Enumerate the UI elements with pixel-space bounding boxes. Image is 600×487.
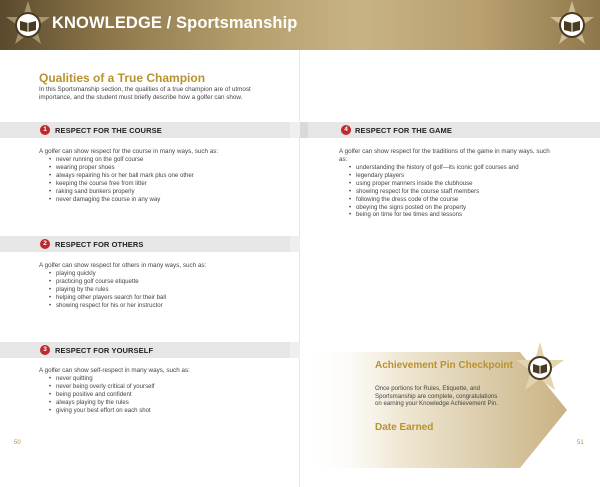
intro-title: Qualities of a True Champion [39,71,206,85]
section-number-badge: 3 [40,345,50,355]
list-item: • being positive and confident [49,391,155,399]
list-item: • showing respect for the course staff members [349,188,519,196]
list-item: • always repairing his or her ball mark plus one other [49,172,194,180]
page-number-right: 51 [577,440,584,446]
bullet-list-game [349,164,519,219]
list-item: • never running on the golf course [49,156,194,164]
page-header [0,0,600,50]
section-number-badge: 2 [40,239,50,249]
page-title: KNOWLEDGE / Sportsmanship [52,14,298,32]
section-number-badge: 4 [341,125,351,135]
section-bar-end [290,236,300,252]
section-bar-game [300,122,600,138]
list-item: • never quitting [49,375,155,383]
list-item: • playing quickly [49,270,166,278]
list-item: • practicing golf course etiquette [49,278,166,286]
list-item: • keeping the course free from litter [49,180,194,188]
section-bar-end [290,342,300,358]
section-number-badge: 1 [40,125,50,135]
bullet-list-others [49,270,166,310]
list-item: • always playing by the rules [49,399,155,407]
list-item: • never damaging the course in any way [49,196,194,204]
section-lead-course: A golfer can show respect for the course in many ways, such as: [39,148,219,155]
section-title-yourself: RESPECT FOR YOURSELF [55,345,154,355]
star-book-icon [546,0,598,51]
section-title-course: RESPECT FOR THE COURSE [55,125,162,135]
list-item: • using proper manners inside the clubhouse [349,180,519,188]
list-item: • wearing proper shoes [49,164,194,172]
date-earned-label: Date Earned [375,422,434,433]
page-gutter [299,50,300,487]
list-item: • obeying the signs posted on the property [349,204,519,212]
section-lead-others: A golfer can show respect for others in many ways, such as: [39,262,207,269]
list-item: • following the dress code of the course [349,196,519,204]
star-book-icon [2,0,54,51]
pin-checkpoint-text: Once portions for Rules, Etiquette, and Sportsmanship are complete, congratulations on earning your Knowledge Achievement Pin. [375,385,498,408]
pin-checkpoint-title: Achievement Pin Checkpoint [375,360,513,371]
list-item: • giving your best effort on each shot [49,407,155,415]
bullet-list-yourself [49,375,155,415]
page-number-left: 50 [14,440,21,446]
bullet-list-course [49,156,194,203]
section-bar-others [0,236,300,252]
section-bar-course [0,122,300,138]
section-title-others: RESPECT FOR OTHERS [55,239,144,249]
list-item: • showing respect for his or her instructor [49,302,166,310]
list-item: • never being overly critical of yourself [49,383,155,391]
section-bar-end [290,122,300,138]
list-item: • legendary players [349,172,519,180]
section-bar-yourself [0,342,300,358]
list-item: • understanding the history of golf—its iconic golf courses and [349,164,519,172]
list-item: • raking sand bunkers properly [49,188,194,196]
section-bar-start [300,122,308,138]
section-lead-yourself: A golfer can show self-respect in many ways, such as: [39,367,190,374]
list-item: • helping other players search for their ball [49,294,166,302]
list-item: • being on time for tee times and lessons [349,211,519,219]
section-lead-game: A golfer can show respect for the traditions of the game in many ways, such as: [339,148,550,163]
list-item: • playing by the rules [49,286,166,294]
intro-text: In this Sportsmanship section, the qualities of a true champion are of utmost importance, and the student must briefly describe how a golfer can show. [39,86,251,101]
section-title-game: RESPECT FOR THE GAME [355,125,453,135]
star-book-icon [512,340,568,396]
